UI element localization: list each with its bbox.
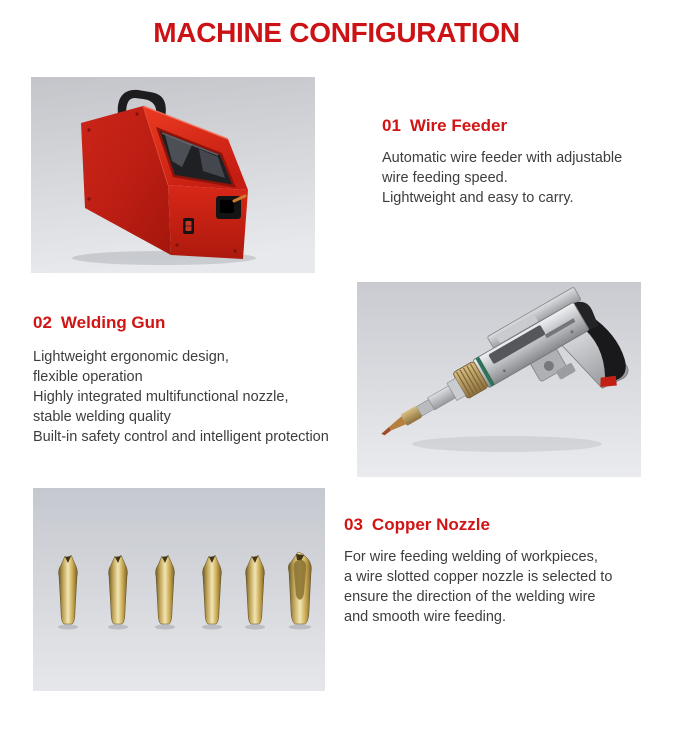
section-name: Wire Feeder — [409, 116, 508, 135]
welding-gun-illustration — [357, 282, 641, 477]
section-number: 02 — [33, 313, 52, 332]
section-copper-nozzle — [344, 516, 659, 627]
description-line: Lightweight ergonomic design, — [33, 349, 229, 365]
section-number: 01 — [382, 116, 401, 135]
section-number: 03 — [344, 515, 363, 534]
section-heading-wire-feeder — [382, 117, 652, 134]
description-line: ensure the direction of the welding wire — [344, 589, 596, 605]
section-name: Copper Nozzle — [371, 515, 490, 534]
section-heading-welding-gun — [33, 314, 363, 331]
copper-nozzles-illustration — [33, 488, 325, 691]
description-line: Lightweight and easy to carry. — [382, 190, 574, 206]
description-line: Built-in safety control and intelligent protection — [33, 429, 329, 445]
wire-feeder-photo — [31, 77, 315, 273]
description-line: wire feeding speed. — [382, 170, 508, 186]
section-heading-copper-nozzle — [344, 516, 659, 533]
welding-gun-photo — [357, 282, 641, 477]
description-line: Automatic wire feeder with adjustable — [382, 150, 623, 166]
page-title: MACHINE CONFIGURATION — [153, 17, 520, 48]
description-line: Highly integrated multifunctional nozzle, — [33, 389, 289, 405]
wire-feeder-illustration — [31, 77, 315, 273]
section-wire-feeder — [382, 117, 652, 208]
description-line: flexible operation — [33, 369, 143, 385]
description-line: For wire feeding welding of workpieces, — [344, 549, 598, 565]
section-name: Welding Gun — [60, 313, 166, 332]
section-welding-gun — [33, 314, 363, 447]
description-line: a wire slotted copper nozzle is selected to — [344, 569, 613, 585]
copper-nozzle-photo — [33, 488, 325, 691]
description-line: and smooth wire feeding. — [344, 609, 507, 625]
description-line: stable welding quality — [33, 409, 171, 425]
